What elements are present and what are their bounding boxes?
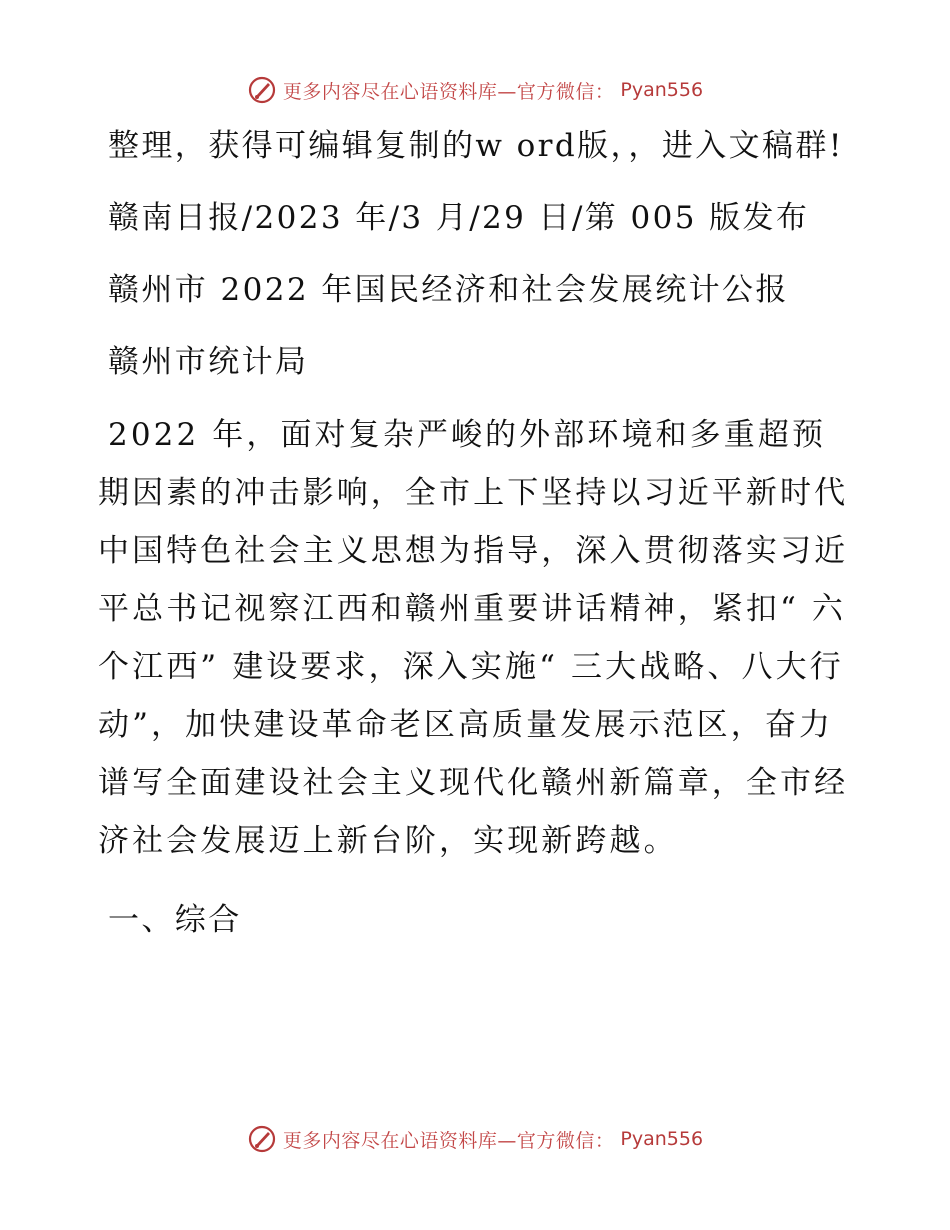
header-watermark (0, 70, 950, 110)
watermark-text: 更多内容尽在心语资料库—官方微信： (282, 80, 615, 103)
quill-logo-icon (247, 1124, 277, 1154)
source-line: 赣南日报/2023 年/3 月/29 日/第 005 版发布 (108, 200, 810, 236)
watermark-account: Pyan556 (620, 1128, 704, 1150)
document-title: 赣州市 2022 年国民经济和社会发展统计公报 (108, 272, 789, 308)
watermark-text: 更多内容尽在心语资料库—官方微信： (282, 1129, 615, 1152)
section-heading: 一、综合 (108, 902, 242, 938)
document-body (98, 118, 858, 964)
body-paragraph: 2022 年，面对复杂严峻的外部环境和多重超预期因素的冲击影响，全市上下坚持以习近平新时代中国特色社会主义思想为指导，深入贯彻落实习近平总书记视察江西和赣州重要讲话精神，紧扣“ 六个江西” 建设要求，深入实施“ 三大战略、八大行动”，加快建设革命老区高质量发展示范区，奋力谱写全面建设社会主义现代化赣州新篇章，全市经济社会发展迈上新台阶，实现新跨越。 (98, 417, 849, 859)
footer-watermark (0, 1119, 950, 1159)
author-line: 赣州市统计局 (108, 344, 309, 380)
intro-paragraph: 整理，获得可编辑复制的w ord版，，进入文稿群! (108, 128, 844, 164)
quill-logo-icon (247, 75, 277, 105)
watermark-account: Pyan556 (620, 79, 704, 101)
